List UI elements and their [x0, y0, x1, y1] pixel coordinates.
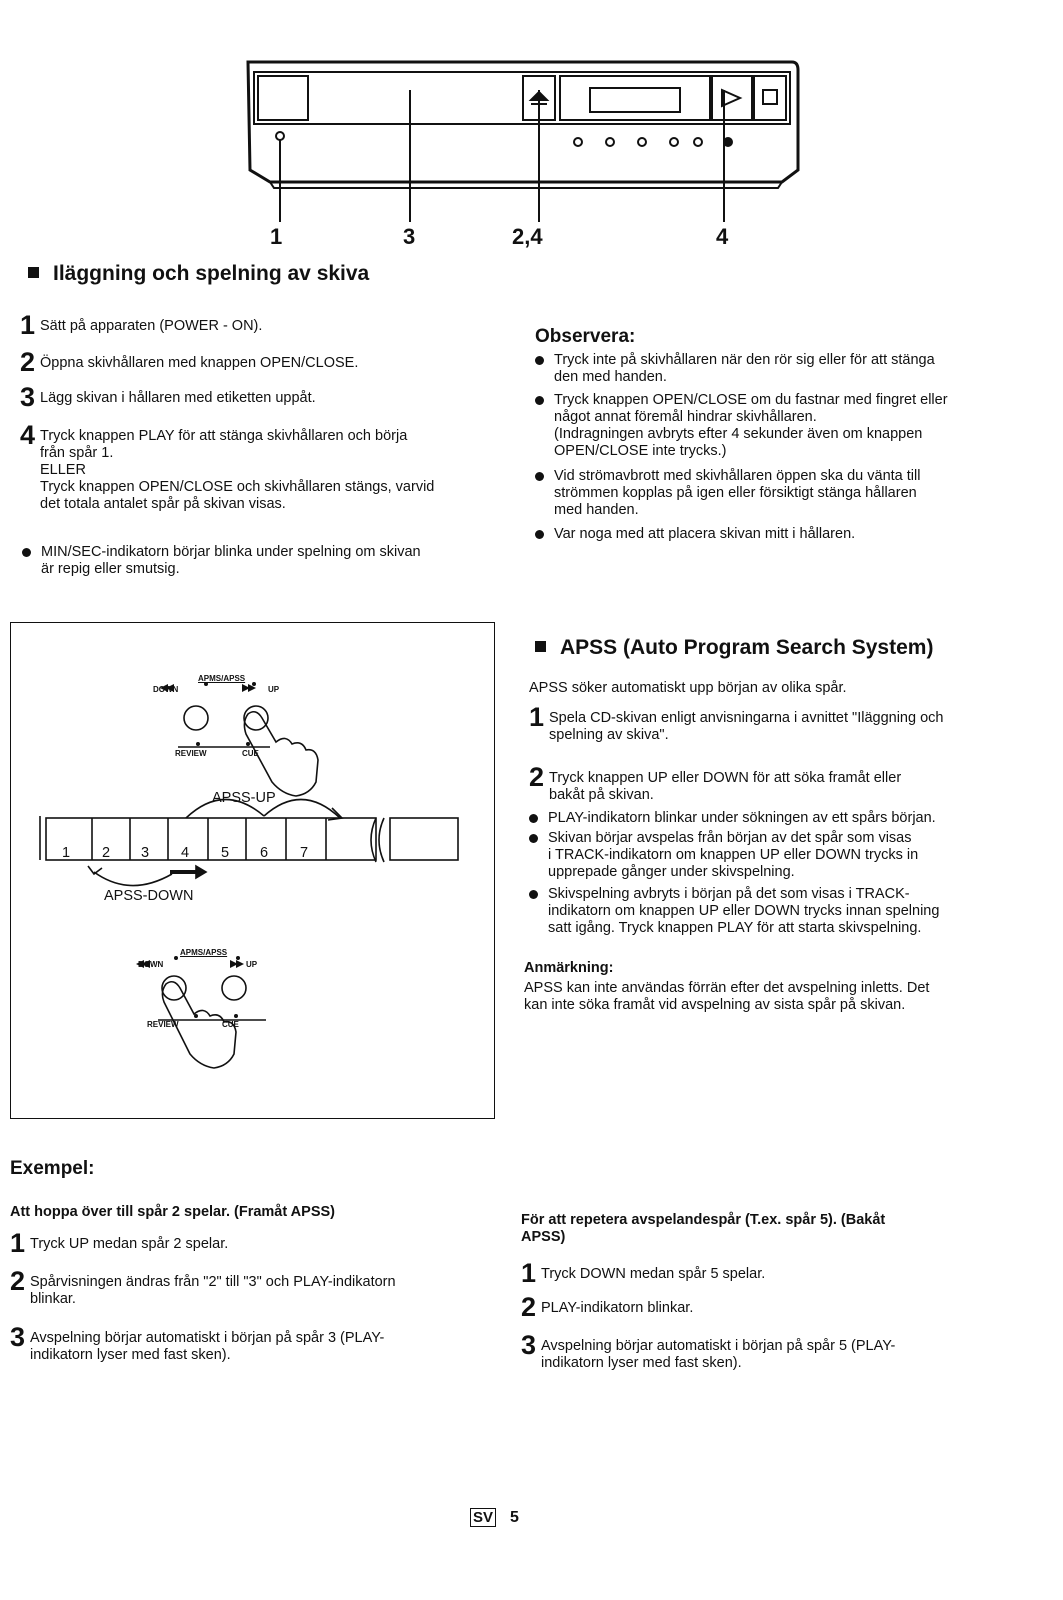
callout-4: 4 [716, 224, 729, 249]
bullet-min-sec [22, 544, 500, 578]
bullet-text: med handen. [554, 502, 639, 518]
note-body [524, 980, 1024, 1014]
note-title: Anmärkning: [524, 960, 614, 976]
step-number: 4 [20, 420, 36, 450]
down-label-top: DOWN [153, 685, 179, 694]
bullet-text: upprepade gånger under skivspelning. [548, 864, 795, 880]
callout-2-4: 2,4 [512, 224, 543, 249]
observe-bullet-1 [535, 352, 1025, 386]
review-label-top: REVIEW [175, 749, 207, 758]
bullet-text: något annat föremål hindrar skivhållaren. [554, 409, 817, 425]
up-label-top: UP [268, 685, 280, 694]
bullet-text: Tryck knappen OPEN/CLOSE om du fastnar med fingret eller [554, 392, 948, 408]
section-title-text: APSS (Auto Program Search System) [560, 636, 934, 659]
step-1 [20, 310, 500, 340]
square-bullet-icon [28, 267, 39, 278]
apss-bullet-1 [529, 810, 1029, 827]
observe-bullet-4 [535, 526, 1025, 543]
step-number: 3 [521, 1330, 537, 1360]
bullet-dot-icon [529, 814, 538, 823]
step-text: blinkar. [30, 1291, 76, 1307]
apss-down-label: APSS-DOWN [104, 888, 194, 904]
step-text: spelning av skiva". [549, 727, 669, 743]
bullet-text: Var noga med att placera skivan mitt i hållaren. [554, 526, 856, 542]
cue-label-bottom: CUE [222, 1020, 239, 1029]
note-text: APSS kan inte användas förrän efter det avspelning inletts. Det [524, 980, 930, 996]
apss-bullet-2 [529, 830, 1029, 881]
step-text: ELLER [40, 462, 86, 478]
track-1: 1 [62, 845, 71, 861]
bullet-text: är repig eller smutsig. [41, 561, 180, 577]
heading-text: APSS) [521, 1229, 566, 1245]
step-text: Tryck knappen UP eller DOWN för att söka framåt eller [549, 770, 902, 786]
step-text: Avspelning börjar automatiskt i början på spår 3 (PLAY- [30, 1330, 385, 1346]
step-text: bakåt på skivan. [549, 787, 654, 803]
review-label-bottom: REVIEW [147, 1020, 179, 1029]
bullet-text: PLAY-indikatorn blinkar under sökningen av ett spårs början. [548, 810, 936, 826]
example-title: Exempel: [10, 1158, 95, 1179]
track-5: 5 [221, 845, 230, 861]
track-3: 3 [141, 845, 150, 861]
step-number: 1 [20, 310, 36, 340]
track-7: 7 [300, 845, 309, 861]
step-number: 1 [10, 1228, 26, 1258]
heading-text: För att repetera avspelandespår (T.ex. spår 5). (Bakåt [521, 1212, 886, 1228]
bullet-text: Tryck inte på skivhållaren när den rör sig eller för att stänga [554, 352, 935, 368]
cue-label-top: CUE [242, 749, 259, 758]
example-right-step-1 [521, 1258, 1011, 1288]
section-title-apss [535, 636, 933, 660]
step-text: Öppna skivhållaren med knappen OPEN/CLOSE. [40, 355, 359, 371]
observe-bullet-2 [535, 392, 1025, 460]
apss-diagram [10, 622, 496, 1120]
step-text: det totala antalet spår på skivan visas. [40, 496, 286, 512]
step-text: Lägg skivan i hållaren med etiketten uppåt. [40, 390, 316, 406]
bullet-text: indikatorn om knappen UP eller DOWN trycks innan spelning [548, 903, 940, 919]
step-text: Spårvisningen ändras från "2" till "3" och PLAY-indikatorn [30, 1274, 396, 1290]
bullet-dot-icon [535, 396, 544, 405]
step-text: Spela CD-skivan enligt anvisningarna i avnittet "Iläggning och [549, 710, 944, 726]
step-text: indikatorn lyser med fast sken). [30, 1347, 231, 1363]
callout-3: 3 [403, 224, 416, 249]
step-3 [20, 382, 500, 412]
page-footer [470, 1508, 519, 1527]
bullet-text: den med handen. [554, 369, 667, 385]
step-text: Sätt på apparaten (POWER - ON). [40, 318, 263, 334]
apms-label-top: APMS/APSS [198, 674, 246, 683]
bullet-text: satt igång. Tryck knappen PLAY för att starta skivspelning. [548, 920, 922, 936]
step-number: 1 [529, 702, 545, 732]
step-text: Avspelning börjar automatiskt i början på spår 5 (PLAY- [541, 1338, 896, 1354]
bullet-dot-icon [535, 472, 544, 481]
bullet-dot-icon [529, 890, 538, 899]
callout-1: 1 [270, 224, 283, 249]
step-number: 3 [20, 382, 36, 412]
bullet-text: Skivspelning avbryts i början på det som visas i TRACK- [548, 886, 910, 902]
track-2: 2 [102, 845, 111, 861]
section-title-loading [28, 262, 369, 286]
bullet-text: OPEN/CLOSE inte trycks.) [554, 443, 727, 459]
track-6: 6 [260, 845, 269, 861]
bullet-text: (Indragningen avbryts efter 4 sekunder även om knappen [554, 426, 923, 442]
step-text: Tryck UP medan spår 2 spelar. [30, 1236, 229, 1252]
step-number: 2 [20, 347, 36, 377]
language-badge: SV [470, 1508, 496, 1527]
bullet-text: i TRACK-indikatorn om knappen UP eller DOWN trycks in [548, 847, 919, 863]
bullet-dot-icon [535, 356, 544, 365]
example-right-step-2 [521, 1292, 1011, 1322]
example-left-step-3 [10, 1322, 490, 1364]
step-text: Tryck knappen OPEN/CLOSE och skivhållaren stängs, varvid [40, 479, 435, 495]
track-4: 4 [181, 845, 190, 861]
step-text: Tryck knappen PLAY för att stänga skivhållaren och börja [40, 428, 408, 444]
step-text: PLAY-indikatorn blinkar. [541, 1300, 694, 1316]
step-number: 1 [521, 1258, 537, 1288]
step-text: Tryck DOWN medan spår 5 spelar. [541, 1266, 766, 1282]
step-number: 2 [10, 1266, 26, 1296]
apss-intro: APSS söker automatiskt upp början av olika spår. [529, 680, 847, 696]
step-text: indikatorn lyser med fast sken). [541, 1355, 742, 1371]
observe-title: Observera: [535, 326, 636, 347]
apms-label-bottom: APMS/APSS [180, 948, 228, 957]
down-label-bottom: DOWN [138, 960, 164, 969]
bullet-dot-icon [22, 548, 31, 557]
bullet-text: MIN/SEC-indikatorn börjar blinka under spelning om skivan [41, 544, 421, 560]
bullet-text: strömmen kopplas på igen eller försiktigt stänga hållaren [554, 485, 917, 501]
apss-up-label: APSS-UP [212, 790, 276, 806]
bullet-dot-icon [529, 834, 538, 843]
square-bullet-icon [535, 641, 546, 652]
bullet-text: Vid strömavbrott med skivhållaren öppen ska du vänta till [554, 468, 921, 484]
step-2 [20, 347, 500, 377]
example-left-heading: Att hoppa över till spår 2 spelar. (Framåt APSS) [10, 1204, 335, 1220]
example-right-heading [521, 1212, 1011, 1246]
step-number: 2 [529, 762, 545, 792]
apss-step-2 [529, 762, 1029, 804]
example-right-step-3 [521, 1330, 1011, 1372]
step-text: från spår 1. [40, 445, 114, 461]
example-left-step-1 [10, 1228, 490, 1258]
apss-step-1 [529, 702, 1029, 744]
bullet-text: Skivan börjar avspelas från början av det spår som visas [548, 830, 912, 846]
note-text: kan inte söka framåt vid avspelning av sista spår på skivan. [524, 997, 906, 1013]
section-title-text: Iläggning och spelning av skiva [53, 262, 370, 285]
apss-bullet-3 [529, 886, 1029, 937]
step-number: 2 [521, 1292, 537, 1322]
up-label-bottom: UP [246, 960, 258, 969]
bullet-dot-icon [535, 530, 544, 539]
observe-bullet-3 [535, 468, 1025, 519]
step-4 [20, 420, 500, 513]
page-number: 5 [510, 1509, 519, 1526]
step-number: 3 [10, 1322, 26, 1352]
example-left-step-2 [10, 1266, 490, 1308]
